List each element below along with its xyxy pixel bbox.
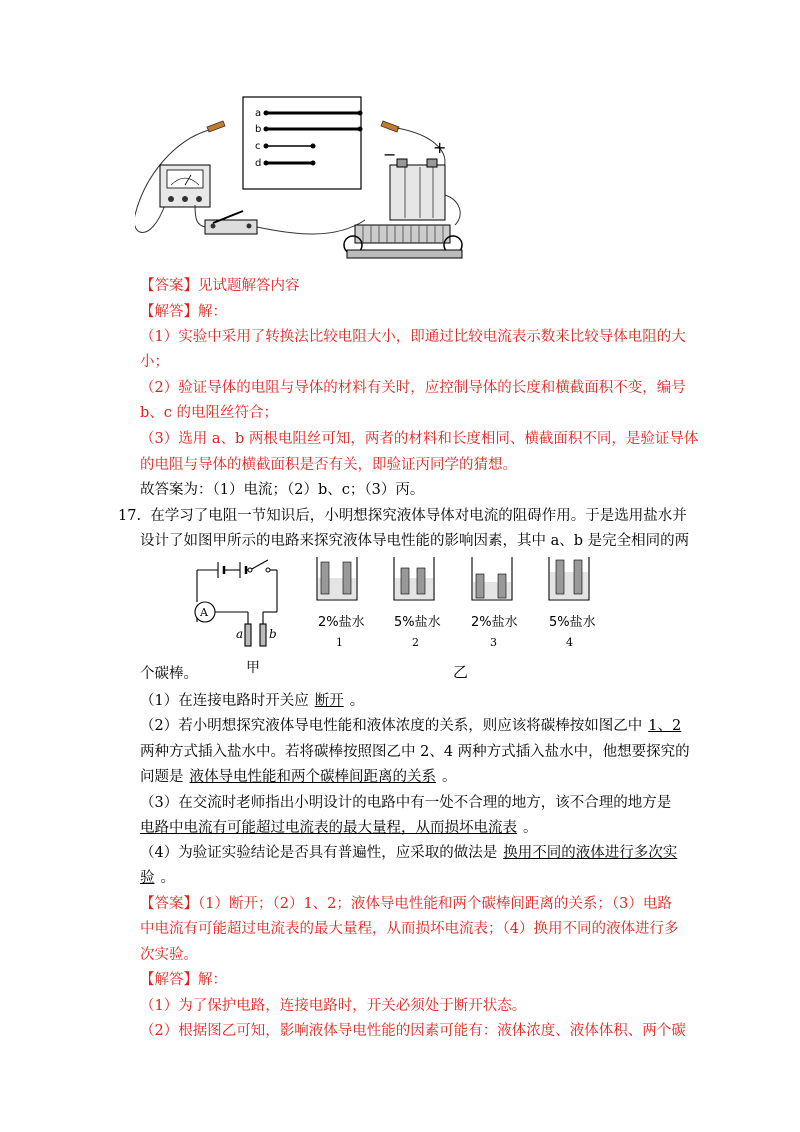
battery-plus-sign: + — [433, 138, 447, 157]
analysis2-header — [140, 970, 227, 990]
beaker-4 — [549, 557, 589, 600]
answer1-line — [140, 276, 300, 296]
answer2-line: 次实验。 — [140, 947, 198, 963]
answer1-tag: 【答案】 — [140, 278, 198, 294]
beaker-number: 4 — [566, 636, 573, 649]
analysis1-line: （1）实验中采用了转换法比较电阻大小，即通过比较电流表示数来比较导体电阻的大 — [140, 329, 686, 345]
analysis1-line: （2）验证导体的电阻与导体的材料有关时，应控制导体的长度和横截面积不变，编号 — [140, 380, 686, 396]
q17-part1-end: 。 — [349, 693, 365, 709]
salt-water-circuit-figure — [180, 552, 620, 687]
q17-part2 — [140, 716, 687, 736]
q17-part4-line2 — [140, 868, 175, 888]
figure-jia-caption: 甲 — [246, 660, 260, 676]
electrode-b-label: b — [269, 627, 277, 641]
q17-part3-blank: 电路中电流有可能超过电流表的最大量程，从而损坏电流表 — [140, 820, 517, 836]
q17-part2-line2: 两种方式插入盐水中。若将碳棒按照图乙中 2、4 两种方式插入盐水中，他想要探究的 — [140, 744, 690, 760]
beaker-2 — [394, 557, 434, 600]
battery-minus-sign: − — [383, 145, 397, 164]
q17-part3-line2 — [140, 818, 538, 838]
answer2-line: 中电流有可能超过电流表的最大量程，从而损坏电流表；（4）换用不同的液体进行多 — [140, 921, 679, 937]
beaker-number: 2 — [412, 636, 419, 649]
wire-label-d: d — [255, 158, 262, 169]
analysis1-tag: 【解答】 — [140, 304, 198, 320]
answer2-text: （1）断开；（2）1、2；液体导电性能和两个碳棒间距离的关系；（3）电路 — [198, 896, 672, 912]
q17-part4-end: 。 — [160, 870, 175, 886]
q17-part1-blank: 断开 — [314, 693, 344, 709]
analysis1-header — [140, 302, 227, 322]
ammeter-letter: A — [200, 606, 208, 619]
analysis1-line: （3）选用 a、b 两根电阻丝可知，两者的材料和长度相同、横截面积不同，是验证导体 — [140, 431, 699, 447]
beaker-label: 5%盐水 — [549, 615, 596, 630]
beaker-number: 3 — [490, 636, 497, 649]
analysis1-line: 小； — [140, 354, 169, 370]
q17-part4-blank: 换用不同的液体进行多次实 — [503, 845, 678, 861]
beaker-number: 1 — [336, 636, 343, 649]
q17-part4-blank2: 验 — [140, 870, 155, 886]
resistance-experiment-figure — [135, 95, 465, 270]
analysis2-text: 解： — [198, 972, 227, 988]
wire-label-a: a — [255, 108, 262, 119]
q17-line1 — [118, 506, 687, 526]
analysis1-line: b、c 的电阻丝符合； — [140, 405, 279, 421]
q17-part2-line3-end: 。 — [442, 769, 457, 785]
wire-label-c: c — [255, 141, 261, 152]
analysis2-line: （2）根据图乙可知，影响液体导电性能的因素可能有：液体浓度、液体体积、两个碳 — [140, 1023, 686, 1039]
q17-part2-text: （2）若小明想探究液体导电性能和液体浓度的关系，则应该将碳棒按如图乙中 — [140, 718, 643, 734]
answer1-text: 见试题解答内容 — [198, 278, 300, 294]
beaker-1 — [317, 557, 357, 600]
beaker-label: 2%盐水 — [471, 615, 518, 630]
q17-part2-blank: 1、2 — [648, 718, 682, 734]
analysis2-line: （1）为了保护电路，连接电路时，开关必须处于断开状态。 — [140, 998, 527, 1014]
q17-text: 在学习了电阻一节知识后，小明想探究液体导体对电流的阻碍作用。于是选用盐水并 — [150, 508, 687, 524]
q17-number: 17. — [118, 508, 142, 524]
beaker-3 — [472, 557, 512, 600]
q17-line3: 个碳棒。 — [140, 666, 198, 682]
wire-label-b: b — [255, 124, 262, 135]
q17-part2-blank2: 液体导电性能和两个碳棒间距离的关系 — [189, 769, 436, 785]
beaker-label: 5%盐水 — [394, 615, 441, 630]
q17-part1 — [140, 691, 364, 711]
analysis1-line: 的电阻与导体的横截面积是否有关，即验证丙同学的猜想。 — [140, 457, 517, 473]
q17-part2-line3-text: 问题是 — [140, 769, 184, 785]
electrode-a-label: a — [236, 627, 244, 641]
answer2-tag: 【答案】 — [140, 896, 198, 912]
q17-part4-text: （4）为验证实验结论是否具有普遍性，应采取的做法是 — [140, 845, 498, 861]
answer2-line — [140, 894, 672, 914]
q17-part2-line3 — [140, 767, 457, 787]
analysis1-text: 解： — [198, 304, 227, 320]
q17-part3-end: 。 — [523, 820, 538, 836]
q17-line2: 设计了如图甲所示的电路来探究液体导电性能的影响因素，其中 a、b 是完全相同的两 — [140, 533, 690, 549]
analysis1-conclusion: 故答案为：（1）电流；（2）b、c；（3）丙。 — [140, 482, 425, 498]
q17-part4 — [140, 843, 683, 863]
beaker-label: 2%盐水 — [318, 615, 365, 630]
battery-device — [390, 165, 445, 220]
figure-yi-caption: 乙 — [453, 663, 469, 681]
q17-part3: （3）在交流时老师指出小明设计的电路中有一处不合理的地方，该不合理的地方是 — [140, 795, 672, 811]
q17-part1-text: （1）在连接电路时开关应 — [140, 693, 309, 709]
rheostat-device — [355, 225, 450, 243]
analysis2-tag: 【解答】 — [140, 972, 198, 988]
